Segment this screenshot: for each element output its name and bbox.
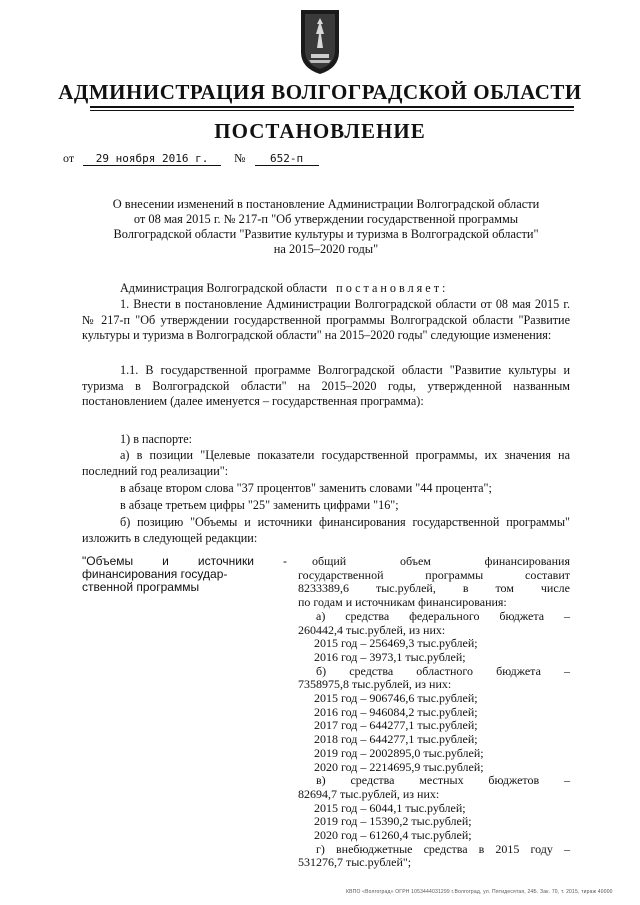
label-line <box>82 555 287 568</box>
federal-year: 2016 год – 3973,1 тыс.рублей; <box>314 649 466 664</box>
date-number-line <box>63 151 319 166</box>
number-prefix: № <box>234 151 246 165</box>
intro-line <box>120 281 570 297</box>
paragraph-b: б) позицию "Объемы и источники финансирования государственной программы" изложить в следующей редакции: <box>82 515 570 545</box>
regional-line: б) средства областного бюджета – <box>316 663 570 678</box>
label-word: "Объемы <box>82 554 134 568</box>
paragraph-passport: 1) в паспорте: <box>120 432 193 446</box>
total-line: 8233389,6 тыс.рублей, в том числе <box>298 581 570 596</box>
federal-line: 260442,4 тыс.рублей, из них: <box>298 622 446 637</box>
total-line: общий объем финансирования <box>312 554 570 568</box>
regional-year: 2016 год – 946084,2 тыс.рублей; <box>314 704 478 719</box>
label-dash: - <box>282 554 287 568</box>
paragraph-1-1: 1.1. В государственной программе Волгоградской области "Развитие культуры и туризма в Волгоградской области" на 2015–2020 годы, утвержденной названным постановлением (далее именуется – государственная программа): <box>82 363 570 408</box>
regional-year: 2019 год – 2002895,0 тыс.рублей; <box>314 745 484 760</box>
label-line: ственной программы <box>82 579 200 594</box>
paragraph-a-third: в абзаце третьем цифры "25" заменить цифрами "16"; <box>120 498 399 512</box>
regional-year: 2017 год – 644277,1 тыс.рублей; <box>314 718 478 733</box>
header-rule-thin <box>90 110 574 111</box>
intro-text: Администрация Волгоградской области <box>120 281 328 295</box>
local-year: 2015 год – 6044,1 тыс.рублей; <box>314 800 466 815</box>
subject-line: Волгоградской области "Развитие культуры и туризма в Волгоградской области" <box>113 227 539 241</box>
number-value: 652-п <box>255 152 319 166</box>
subject-line: от 08 мая 2015 г. № 217-п "Об утверждении государственной программы <box>133 212 519 226</box>
federal-year: 2015 год – 256469,3 тыс.рублей; <box>314 636 478 651</box>
passport-table-value <box>298 555 570 870</box>
regional-year: 2015 год – 906746,6 тыс.рублей; <box>314 691 478 706</box>
regional-year: 2020 год – 2214695,9 тыс.рублей; <box>314 759 484 774</box>
subject-line: на 2015–2020 годы" <box>273 242 379 256</box>
print-footer: КВПО «Волгоград» ОГРН 1053444031299 г.Волгоград, ул. Пятидесятая, 24Б. Зак. 70, т. 2015, тираж 40000 <box>346 889 613 895</box>
intro-decree-word: постановляет: <box>336 281 449 295</box>
total-line: государственной программы составит <box>298 567 570 582</box>
coat-of-arms-emblem <box>299 8 341 76</box>
regional-year: 2018 год – 644277,1 тыс.рублей; <box>314 732 478 747</box>
passport-table-label <box>82 555 287 593</box>
extrabudget-line: г) внебюджетные средства в 2015 году – <box>316 841 570 856</box>
regional-line: 7358975,8 тыс.рублей, из них: <box>298 677 452 692</box>
label-word: и <box>162 554 169 568</box>
document-subject <box>82 197 570 257</box>
extrabudget-line: 531276,7 тыс.рублей"; <box>298 855 412 870</box>
date-prefix: от <box>63 151 75 165</box>
paragraph-a: а) в позиции "Целевые показатели государственной программы, их значения на последний год реализации": <box>82 448 570 478</box>
label-word: источники <box>197 554 254 568</box>
total-line: по годам и источникам финансирования: <box>298 595 507 610</box>
local-line: в) средства местных бюджетов – <box>316 773 570 788</box>
label-line: финансирования государ- <box>82 566 228 581</box>
organization-title: АДМИНИСТРАЦИЯ ВОЛГОГРАДСКОЙ ОБЛАСТИ <box>58 80 582 104</box>
federal-line: а) средства федерального бюджета – <box>316 608 570 623</box>
subject-line: О внесении изменений в постановление Администрации Волгоградской области <box>112 197 540 211</box>
document-type-title: ПОСТАНОВЛЕНИЕ <box>214 119 426 143</box>
paragraph-1: 1. Внести в постановление Администрации Волгоградской области от 08 мая 2015 г. № 217-п "Об утверждении государственной программы Волгоградской области "Развитие культуры и туризма в Волгоградской области" на 2015–2020 годы" следующие изменения: <box>82 297 570 342</box>
paragraph-a-second: в абзаце втором слова "37 процентов" заменить словами "44 процента"; <box>120 481 492 495</box>
date-value: 29 ноября 2016 г. <box>83 152 221 166</box>
local-year: 2020 год – 61260,4 тыс.рублей; <box>314 828 472 843</box>
header-rule-thick <box>90 106 574 108</box>
local-line: 82694,7 тыс.рублей, из них: <box>298 786 440 801</box>
local-year: 2019 год – 15390,2 тыс.рублей; <box>314 814 472 829</box>
